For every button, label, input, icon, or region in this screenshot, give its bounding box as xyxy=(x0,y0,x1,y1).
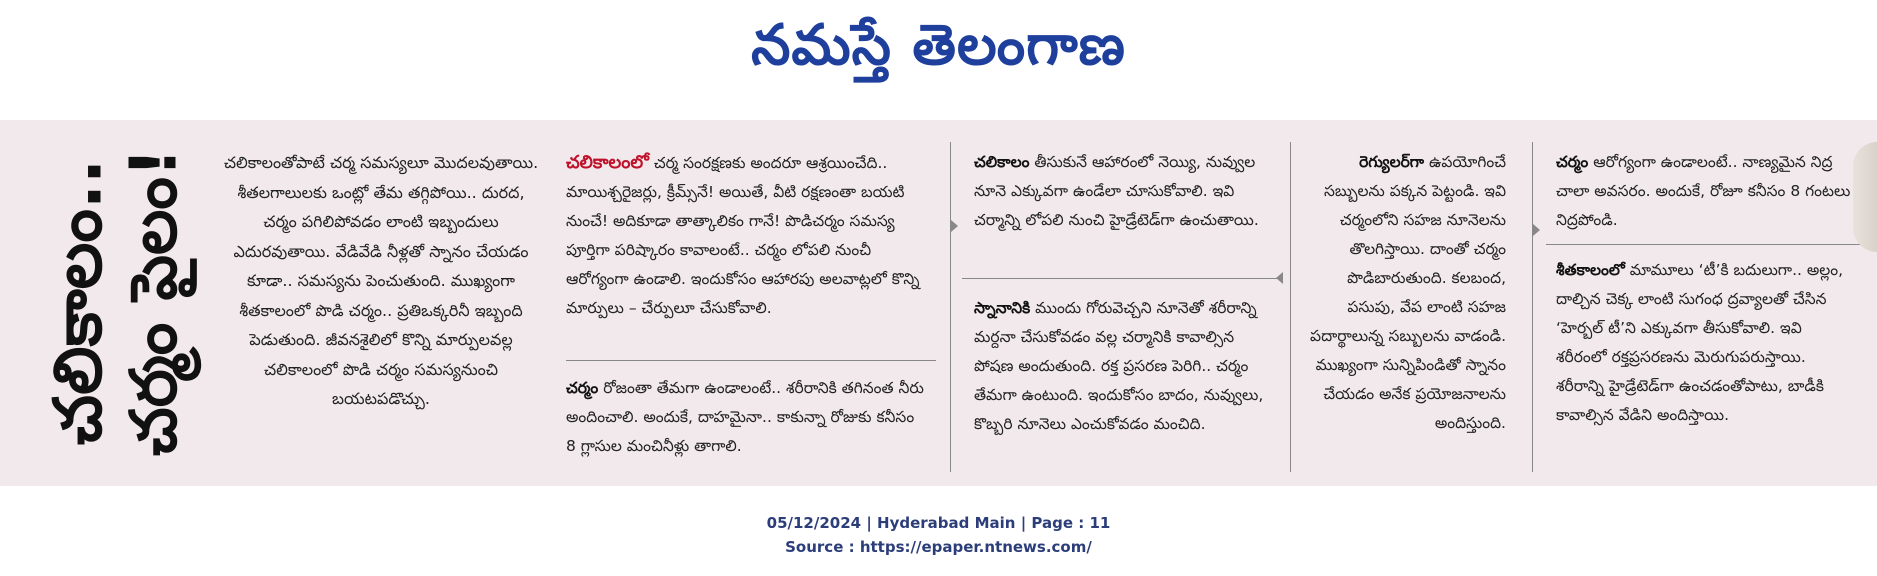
headline xyxy=(14,124,194,480)
divider-arrow xyxy=(1533,224,1540,236)
divider xyxy=(566,360,936,361)
tip-text: ఆరోగ్యంగా ఉండాలంటే.. నాణ్యమైన నిద్ర చాలా అవసరం. అందుకే, రోజూ కనీసం 8 గంటలు నిద్రపోండి. xyxy=(1556,153,1851,229)
divider xyxy=(962,278,1282,279)
teacup-photo xyxy=(1853,142,1877,252)
tip-soap xyxy=(1306,148,1506,438)
headline-line-2: చర్మం పైలం! xyxy=(117,147,192,457)
divider-arrow xyxy=(1276,272,1283,284)
column-divider xyxy=(1532,142,1533,472)
article-clipping xyxy=(0,120,1877,486)
tip-lead: స్నానానికి xyxy=(974,299,1031,317)
tip-lead: చలికాలం xyxy=(974,153,1030,171)
tip-text: మామూలు ‘టీ’కి బదులుగా.. అల్లం, దాల్చిన చెక్క లాంటి సుగంధ ద్రవ్యాలతో చేసిన ‘హెర్బల్ టీ’ని ఎక్కువగా తీసుకోవాలి. ఇవి శరీరంలో రక్తప్రసరణను మెరుగుపరుస్తాయి. శరీరాన్ని హైడ్రేటెడ్‌గా ఉంచడంతోపాటు, బాడీకి కావాల్సిన వేడిని అందిస్తాయి. xyxy=(1556,261,1844,424)
tip-lead: రెగ్యులర్‌గా xyxy=(1359,153,1425,171)
column-divider xyxy=(1290,142,1291,472)
intro-paragraph xyxy=(220,148,542,414)
tip-lead: చర్మం xyxy=(1556,153,1589,171)
tip-text: రోజంతా తేమగా ఉండాలంటే.. శరీరానికి తగినంత నీరు అందించాలి. అందుకే, దాహమైనా.. కాకున్నా రోజుకు కనీసం 8 గ్లాసుల మంచినీళ్లు తాగాలి. xyxy=(566,379,924,455)
tip-ghee xyxy=(974,148,1274,235)
tip-lead: శీతకాలంలో xyxy=(1556,261,1625,279)
column-divider xyxy=(950,142,951,472)
intro-text: చలికాలంతోపాటే చర్మ సమస్యలూ మొదలవుతాయి. శీతలగాలులకు ఒంట్లో తేమ తగ్గిపోయి.. దురద, చర్మం పగిలిపోవడం లాంటి ఇబ్బందులు ఎదురవుతాయి. వేడివేడి నీళ్లతో స్నానం చేయడం కూడా.. సమస్యను పెంచుతుంది. ముఖ్యంగా శీతకాలంలో పొడి చర్మం.. ప్రతిఒక్కరినీ ఇబ్బంది పెడుతుంది. జీవనశైలిలో కొన్ని మార్పులవల్ల చలికాలంలో పొడి చర్మం సమస్యనుంచి బయటపడొచ్చు. xyxy=(223,153,539,408)
footer-source: Source : https://epaper.ntnews.com/ xyxy=(785,538,1092,556)
tip-water xyxy=(566,374,928,461)
tip-text: చర్మ సంరక్షణకు అందరూ ఆశ్రయించేది.. మాయిశ్చరైజర్లు, క్రీమ్స్‌నే! అయితే, వీటి రక్షణంతా బయటి నుంచే! అదికూడా తాత్కాలికం గానే! పొడిచర్మం సమస్య పూర్తిగా పరిష్కారం కావాలంటే.. చర్మం లోపలి నుంచీ ఆరోగ్యంగా ఉండాలి. ఇందుకోసం ఆహారపు అలవాట్లలో కొన్ని మార్పులు – చేర్పులూ చేసుకోవాలి. xyxy=(566,154,920,317)
divider xyxy=(1546,244,1866,245)
newspaper-logo: నమస్తే తెలంగాణ xyxy=(751,13,1126,78)
divider-arrow xyxy=(951,220,958,232)
tip-lead: చలికాలంలో xyxy=(566,152,649,173)
tip-text: తీసుకునే ఆహారంలో నెయ్యి, నువ్వుల నూనె ఎక్కువగా ఉండేలా చూసుకోవాలి. ఇవి చర్మాన్ని లోపలి నుంచి హైడ్రేటెడ్‌గా ఉంచుతాయి. xyxy=(974,153,1259,229)
masthead xyxy=(0,6,1877,86)
tip-text: ముందు గోరువెచ్చని నూనెతో శరీరాన్ని మర్దనా చేసుకోవడం వల్ల చర్మానికి కావాల్సిన పోషణ అందుతుంది. రక్త ప్రసరణ పెరిగి.. చర్మం తేమగా ఉంటుంది. ఇందుకోసం బాదం, నువ్వులు, కొబ్బరి నూనెలు ఎంచుకోవడం మంచిది. xyxy=(974,299,1264,433)
tip-herbal-tea xyxy=(1556,256,1856,430)
tip-sleep xyxy=(1556,148,1856,235)
footer-dateline: 05/12/2024 | Hyderabad Main | Page : 11 xyxy=(766,514,1111,532)
tip-text: ఉపయోగించే సబ్బులను పక్కన పెట్టండి. ఇవి చర్మంలోని సహజ నూనెలను తొలగిస్తాయి. దాంతో చర్మం పొడిబారుతుంది. కలబంద, పసుపు, వేప లాంటి సహజ పదార్థాలున్న సబ్బులను వాడండి. ముఖ్యంగా సున్నిపిండితో స్నానం చేయడం అనేక ప్రయోజనాలను అందిస్తుంది. xyxy=(1310,153,1506,432)
tip-lead: చర్మం xyxy=(566,379,599,397)
tip-moisturizer xyxy=(566,148,928,323)
headline-line-1: చలికాలం.. xyxy=(39,158,117,446)
tip-massage xyxy=(974,294,1274,439)
